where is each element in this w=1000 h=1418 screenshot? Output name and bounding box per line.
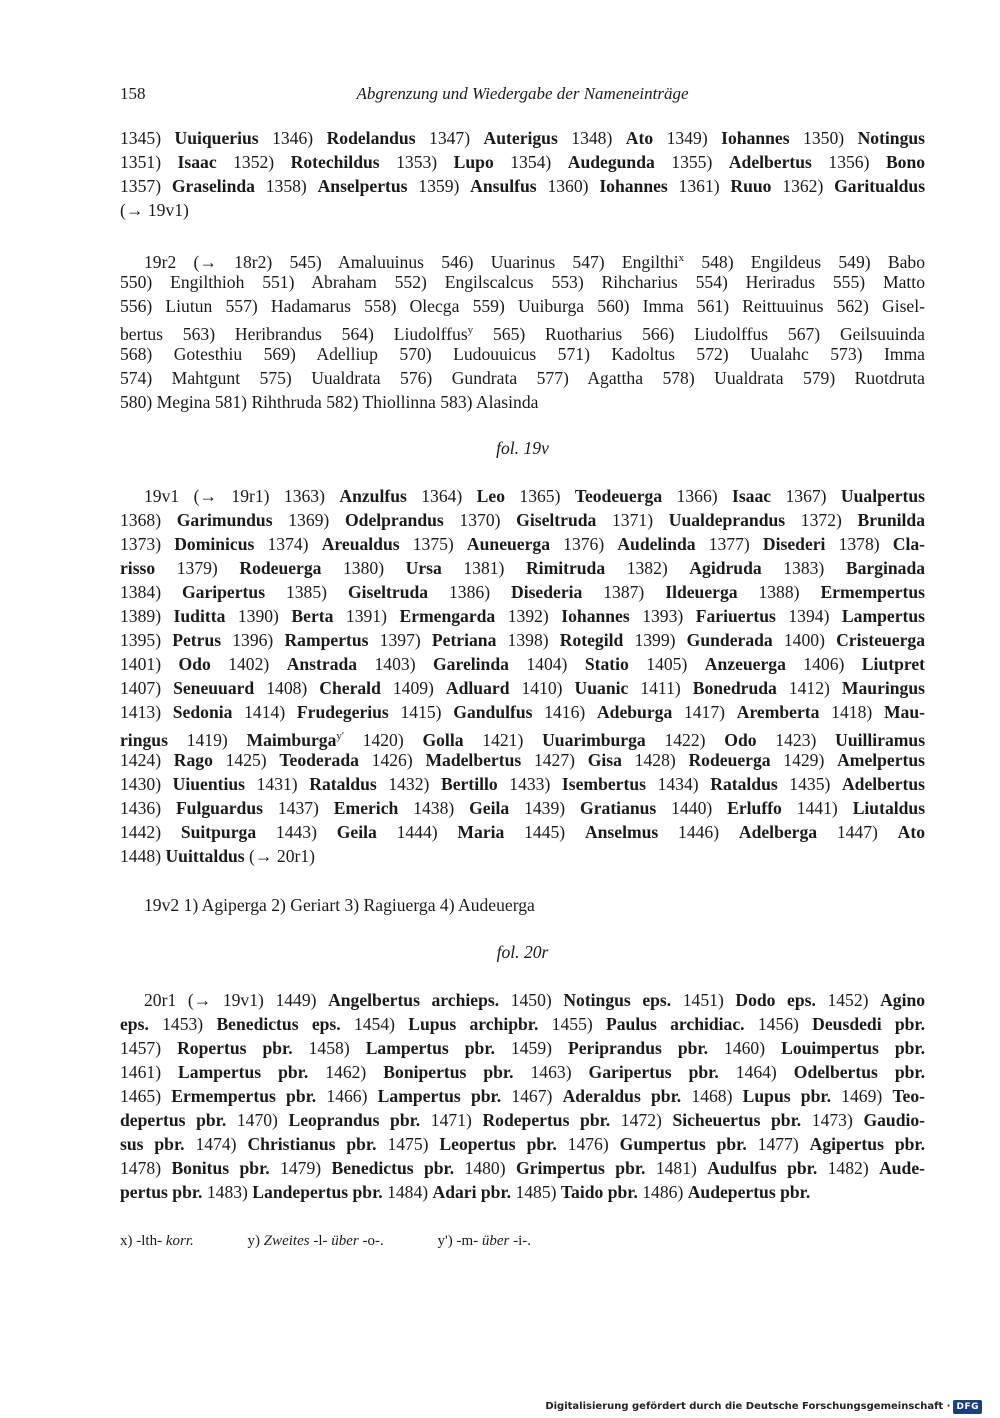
entry-line: 1457) Ropertus pbr. 1458) Lampertus pbr. 1459) Periprandus pbr. 1460) Louimpertus pbr. [120,1038,925,1058]
entry-line: 1389) Iuditta 1390) Berta 1391) Ermengarda 1392) Iohannes 1393) Fariuertus 1394) Lampertus [120,606,926,626]
entry-line: 1442) Suitpurga 1443) Geila 1444) Maria 1445) Anselmus 1446) Adelberga 1447) Ato [120,822,926,842]
entry-line: 19r2 (→ 18r2) 545) Amaluuinus 546) Uuarinus 547) Engilthi$^x$ 548) Engildeus 549) Babo [144,251,925,272]
entry-line: eps. 1453) Benedictus eps. 1454) Lupus archipbr. 1455) Paulus archidiac. 1456) Deusdedi pbr. [120,1014,926,1034]
entries-block-19v1 [120,484,925,868]
dfg-notice-text: Digitalisierung gefördert durch die Deutsche Forschungsgemeinschaft · [545,1401,951,1412]
entry-line: 1384) Garipertus 1385) Giseltruda 1386) Disederia 1387) Ildeuerga 1388) Ermempertus [120,582,925,602]
entry-line: bertus 563) Heribrandus 564) Liudolffus$^y$ 565) Ruotharius 566) Liudolffus 567) Geilsuuinda [120,323,925,344]
entry-line: 1357) Graselinda 1358) Anselpertus 1359) Ansulfus 1360) Iohannes 1361) Ruuo 1362) Garitualdus [120,176,926,196]
entries-block-20r1 [120,988,925,1204]
entry-line: 1436) Fulguardus 1437) Emerich 1438) Geila 1439) Gratianus 1440) Erluffo 1441) Liutaldus [120,798,926,818]
entry-line: 1351) Isaac 1352) Rotechildus 1353) Lupo 1354) Audegunda 1355) Adelbertus 1356) Bono [120,152,926,172]
running-title: Abgrenzung und Wiedergabe der Nameneinträge [356,84,689,103]
entry-line: 1448) Uuittaldus (→ 20r1) [120,846,316,866]
folio-heading-20r: fol. 20r [496,942,549,962]
entry-line: 1413) Sedonia 1414) Frudegerius 1415) Gandulfus 1416) Adeburga 1417) Aremberta 1418) Mau- [120,702,925,722]
entry-line: 580) Megina 581) Rihthruda 582) Thiollinna 583) Alasinda [120,392,539,412]
entries-block-19r2 [120,246,925,414]
entry-line: 1465) Ermempertus pbr. 1466) Lampertus pbr. 1467) Aderaldus pbr. 1468) Lupus pbr. 1469) Teo- [120,1086,926,1106]
entry-line: 1461) Lampertus pbr. 1462) Bonipertus pbr. 1463) Garipertus pbr. 1464) Odelbertus pbr. [120,1062,925,1082]
entry-line: 1345) Uuiquerius 1346) Rodelandus 1347) Auterigus 1348) Ato 1349) Iohannes 1350) Notingus [120,128,926,148]
entry-line: 1478) Bonitus pbr. 1479) Benedictus pbr. 1480) Grimpertus pbr. 1481) Audulfus pbr. 1482) Aude- [120,1158,926,1178]
entry-line: sus pbr. 1474) Christianus pbr. 1475) Leopertus pbr. 1476) Gumpertus pbr. 1477) Agipertus pbr. [120,1134,926,1154]
entry-line: 1407) Seneuuard 1408) Cherald 1409) Adluard 1410) Uuanic 1411) Bonedruda 1412) Mauringus [120,678,925,698]
entry-line: risso 1379) Rodeuerga 1380) Ursa 1381) Rimitruda 1382) Agidruda 1383) Barginada [120,558,926,578]
entry-line: 20r1 (→ 19v1) 1449) Angelbertus archieps. 1450) Notingus eps. 1451) Dodo eps. 1452) Agino [144,990,926,1010]
page-header [120,84,925,112]
footnotes [120,1230,581,1252]
footnote-y-prime: y') -m- über -i-. [437,1233,532,1249]
footnote-y: y) Zweites -l- über -o-. [247,1233,384,1249]
entries-block-19v2 [120,893,925,917]
entry-line: ringus 1419) Maimburga$^{y'}$ 1420) Golla 1421) Uuarimburga 1422) Odo 1423) Uuilliramus [120,729,926,750]
entry-line: (→ 19v1) [120,200,189,220]
entry-line: 1373) Dominicus 1374) Areualdus 1375) Auneuerga 1376) Audelinda 1377) Disederi 1378) Cla- [120,534,926,554]
entry-line: 19v1 (→ 19r1) 1363) Anzulfus 1364) Leo 1365) Teodeuerga 1366) Isaac 1367) Uualpertus [144,486,925,506]
entry-line: 1395) Petrus 1396) Rampertus 1397) Petriana 1398) Rotegild 1399) Gunderada 1400) Cristeuerga [120,630,926,650]
entry-line: 1430) Uiuentius 1431) Rataldus 1432) Bertillo 1433) Isembertus 1434) Rataldus 1435) Adelbertus [120,774,926,794]
entry-line: pertus pbr. 1483) Landepertus pbr. 1484) Adari pbr. 1485) Taido pbr. 1486) Audepertus pbr. [120,1182,811,1202]
folio-heading-19v: fol. 19v [496,438,549,458]
entry-line: 568) Gotesthiu 569) Adelliup 570) Ludouuicus 571) Kadoltus 572) Uualahc 573) Imma [120,344,925,364]
footnote-x: x) -lth- korr. [120,1233,194,1249]
entry-line: 19v2 1) Agiperga 2) Geriart 3) Ragiuerga 4) Audeuerga [144,895,535,915]
entry-line: 574) Mahtgunt 575) Uualdrata 576) Gundrata 577) Agattha 578) Uualdrata 579) Ruotdruta [120,368,925,388]
entries-block-19r1-continued [120,126,925,222]
dfg-funding-notice [545,1400,982,1414]
page-number: 158 [120,84,146,103]
entry-line: 550) Engilthioh 551) Abraham 552) Engilscalcus 553) Rihcharius 554) Heriradus 555) Matto [120,272,925,292]
entry-line: 1424) Rago 1425) Teoderada 1426) Madelbertus 1427) Gisa 1428) Rodeuerga 1429) Amelpertus [120,750,926,770]
entry-line: 556) Liutun 557) Hadamarus 558) Olecga 559) Uuiburga 560) Imma 561) Reittuuinus 562) Gisel- [120,296,925,316]
dfg-logo: DFG [953,1400,982,1414]
entry-line: 1368) Garimundus 1369) Odelprandus 1370) Giseltruda 1371) Uualdeprandus 1372) Brunilda [120,510,926,530]
entry-line: 1401) Odo 1402) Anstrada 1403) Garelinda 1404) Statio 1405) Anzeuerga 1406) Liutpret [120,654,926,674]
entry-line: depertus pbr. 1470) Leoprandus pbr. 1471) Rodepertus pbr. 1472) Sicheuertus pbr. 1473) Gaudio- [120,1110,926,1130]
